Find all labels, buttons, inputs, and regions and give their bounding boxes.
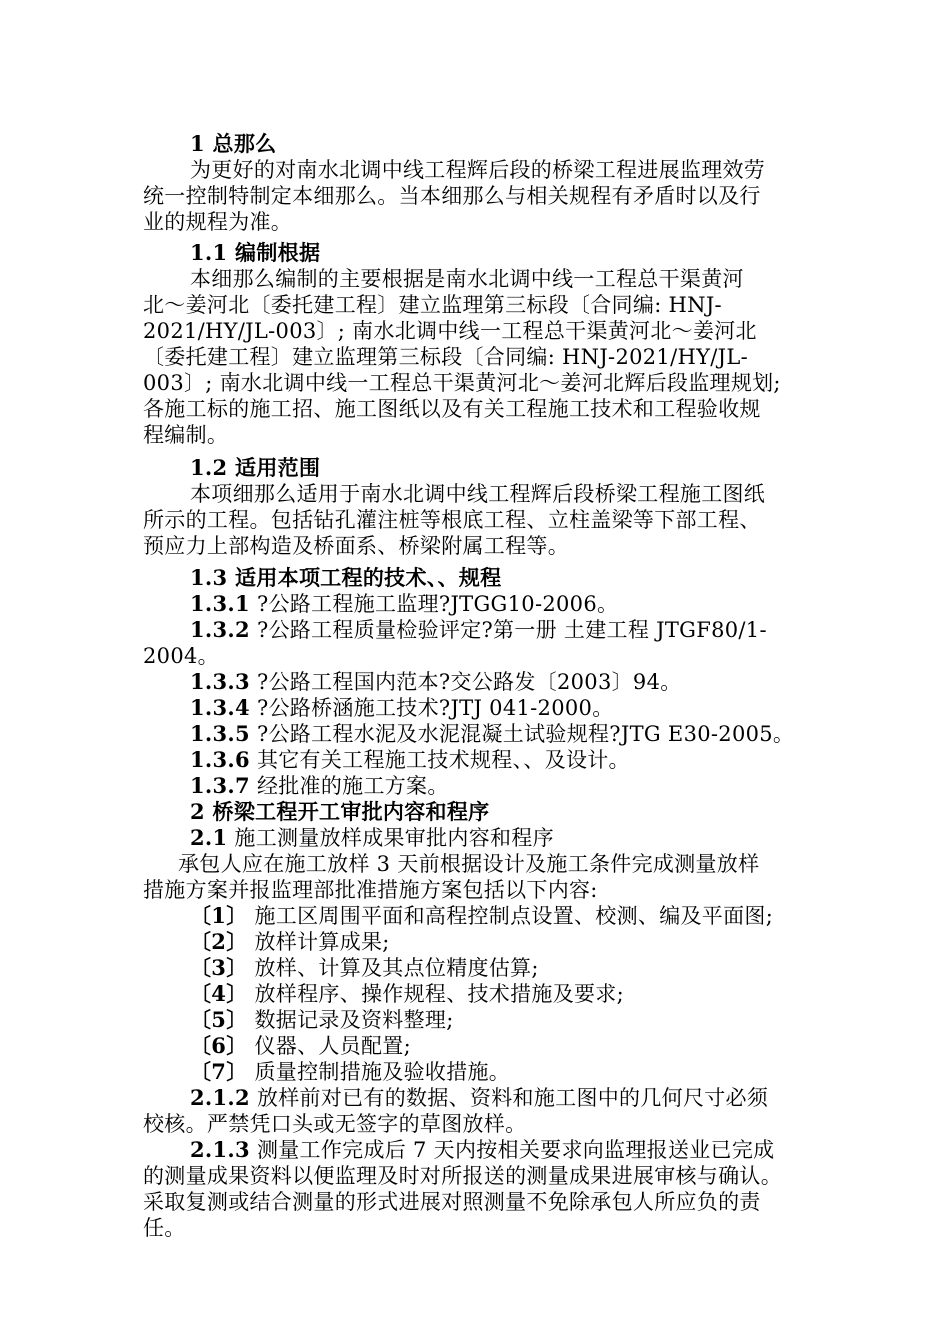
- item-text: 数据记录及资料整理;: [247, 1008, 454, 1032]
- item-text: 施工区周围平面和高程控制点设置、校测、编及平面图;: [247, 904, 774, 928]
- item-text: 2004。: [143, 644, 219, 668]
- item-number: 1.3.3: [190, 669, 250, 694]
- list-item: [190, 695, 950, 721]
- item-text: ?公路工程质量检验评定?第一册 土建工程 JTGF80/1-: [249, 618, 767, 642]
- list-item: [190, 747, 950, 773]
- list-item: [190, 1033, 950, 1059]
- list-item: [190, 1007, 950, 1033]
- paragraph-line: 本细那么编制的主要根据是南水北调中线一工程总干渠黄河: [190, 267, 744, 291]
- item-number: 〔5〕: [190, 1007, 248, 1032]
- paragraph-line: 各施工标的施工招、施工图纸以及有关工程施工技术和工程验收规: [143, 397, 761, 421]
- paragraph-line: 预应力上部构造及桥面系、桥梁附属工程等。: [143, 534, 569, 558]
- item-text: 其它有关工程施工技术规程、、及设计。: [249, 748, 630, 772]
- item-number: 1.3.2: [190, 617, 250, 642]
- list-item: [190, 591, 950, 617]
- paragraph-line: 2021/HY/JL-003〕; 南水北调中线一工程总干渠黄河北～姜河北: [143, 319, 757, 343]
- list-item: [190, 903, 950, 929]
- item-text: 放样程序、操作规程、技术措施及要求;: [247, 982, 624, 1006]
- paragraph-line: 本项细那么适用于南水北调中线工程辉后段桥梁工程施工图纸: [190, 482, 766, 506]
- item-number: 〔4〕: [190, 981, 248, 1006]
- item-text: 质量控制措施及验收措施。: [247, 1060, 511, 1084]
- section-title-text: 施工测量放样成果审批内容和程序: [227, 826, 554, 850]
- paragraph-line: 〔委托建工程〕建立监理第三标段〔合同编: HNJ-2021/HY/JL-: [143, 345, 748, 369]
- section-1-2-title: 1.2 适用范围: [190, 455, 321, 480]
- paragraph-line: 北～姜河北〔委托建工程〕建立监理第三标段〔合同编: HNJ-: [143, 293, 722, 317]
- item-text: ?公路工程水泥及水泥混凝土试验规程?JTG E30-2005。: [249, 722, 795, 746]
- paragraph-line: 003〕; 南水北调中线一工程总干渠黄河北～姜河北辉后段监理规划;: [143, 371, 781, 395]
- list-item: [190, 981, 950, 1007]
- section-2-1-title: [190, 825, 950, 851]
- item-text: 经批准的施工方案。: [249, 774, 449, 798]
- list-item: [190, 773, 950, 799]
- item-text: 放样计算成果;: [247, 930, 390, 954]
- paragraph-line: 承包人应在施工放样 3 天前根据设计及施工条件完成测量放样: [178, 852, 760, 876]
- paragraph-line: 的测量成果资料以便监理及时对所报送的测量成果进展审核与确认。: [143, 1164, 782, 1188]
- list-item: [190, 955, 950, 981]
- item-number: 〔1〕: [190, 903, 248, 928]
- list-item: [190, 929, 950, 955]
- paragraph-line: 业的规程为准。: [143, 210, 293, 234]
- list-item: [143, 643, 950, 669]
- paragraph-text: 测量工作完成后 7 天内按相关要求向监理报送业已完成: [249, 1138, 775, 1162]
- item-number: 〔3〕: [190, 955, 248, 980]
- paragraph-line: 所示的工程。包括钻孔灌注桩等根底工程、立柱盖梁等下部工程、: [143, 508, 761, 532]
- section-1-3-title: 1.3 适用本项工程的技术、、规程: [190, 565, 502, 590]
- item-number: 1.3.6: [190, 747, 250, 772]
- item-number: 1.3.5: [190, 721, 250, 746]
- item-number: 1.3.7: [190, 773, 250, 798]
- section-1-title: 1 总那么: [190, 131, 277, 156]
- item-number: 〔2〕: [190, 929, 248, 954]
- section-1-1-title: 1.1 编制根据: [190, 240, 321, 265]
- item-text: 仪器、人员配置;: [247, 1034, 411, 1058]
- item-text: 放样、计算及其点位精度估算;: [247, 956, 539, 980]
- paragraph-line: 采取复测或结合测量的形式进展对照测量不免除承包人所应负的责: [143, 1190, 761, 1214]
- paragraph-line: 程编制。: [143, 423, 229, 447]
- paragraph-line: [190, 1085, 950, 1111]
- paragraph-line: 校核。严禁凭口头或无签字的草图放样。: [143, 1112, 527, 1136]
- paragraph-text: 放样前对已有的数据、资料和施工图中的几何尺寸必须: [249, 1086, 769, 1110]
- section-number: 2.1: [190, 825, 228, 850]
- list-item: [190, 1059, 950, 1085]
- paragraph-line: 措施方案并报监理部批准措施方案包括以下内容:: [143, 878, 598, 902]
- item-text: ?公路工程国内范本?交公路发〔2003〕94。: [249, 670, 682, 694]
- item-number: 1.3.1: [190, 591, 250, 616]
- item-number: 〔6〕: [190, 1033, 248, 1058]
- paragraph-line: 统一控制特制定本细那么。当本细那么与相关规程有矛盾时以及行: [143, 184, 761, 208]
- section-number: 2.1.3: [190, 1137, 250, 1162]
- paragraph-line: 为更好的对南水北调中线工程辉后段的桥梁工程进展监理效劳: [190, 158, 766, 182]
- list-item: [190, 669, 950, 695]
- item-text: ?公路桥涵施工技术?JTJ 041-2000。: [249, 696, 614, 720]
- section-number: 2.1.2: [190, 1085, 250, 1110]
- item-number: 〔7〕: [190, 1059, 248, 1084]
- item-text: ?公路工程施工监理?JTGG10-2006。: [249, 592, 619, 616]
- section-2-title: 2 桥梁工程开工审批内容和程序: [190, 799, 490, 824]
- list-item: [190, 721, 950, 747]
- paragraph-line: 任。: [143, 1216, 186, 1240]
- list-item: [190, 617, 950, 643]
- item-number: 1.3.4: [190, 695, 250, 720]
- paragraph-line: [190, 1137, 950, 1163]
